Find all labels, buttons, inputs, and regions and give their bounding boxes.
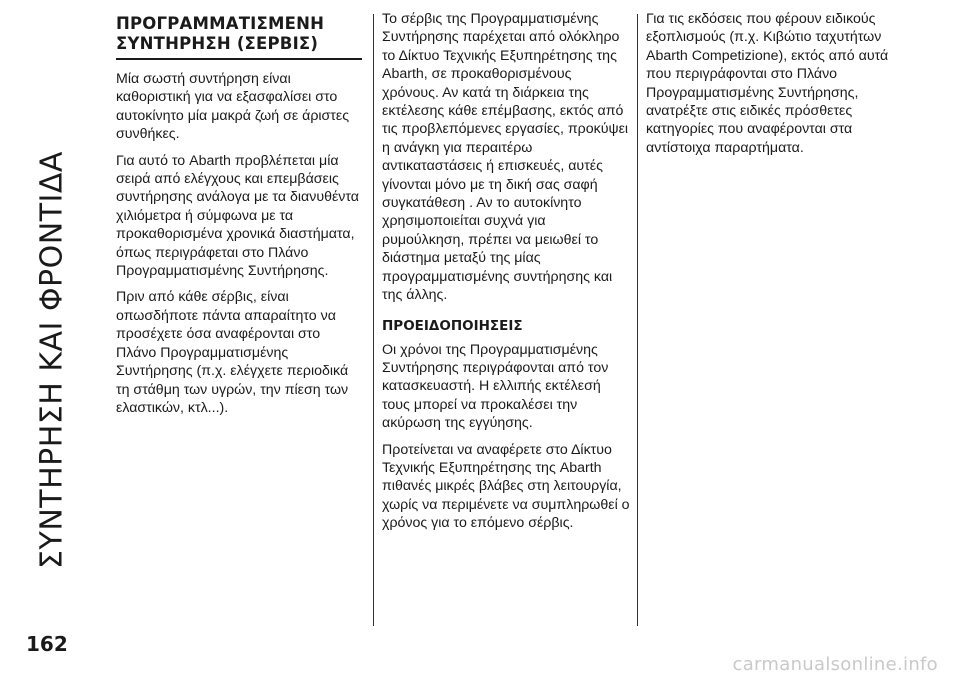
- paragraph: Μία σωστή συντήρηση είναι καθοριστική για να εξασφαλίσει στο αυτοκίνητο μία μακρά ζωή σε άριστες συνθήκες.: [116, 71, 350, 143]
- section-heading: [116, 14, 364, 58]
- paragraph: Το σέρβις της Προγραμματισμένης Συντήρησης παρέχεται από ολόκληρο το Δίκτυο Τεχνικής Εξυπηρέτησης της Abarth, σε προκαθορισμένους χρόνους. Αν κατά τη διάρκεια της εκτέλεσης κάθε επέμβασης, εκτός από τις προβλεπόμενες εργασίες, προκύψει η ανάγκη για περαιτέρω αντικαταστάσεις ή επισκευές, αυτές γίνονται μόνο με τη δική σας σαφή συγκατάθεση . Αν το αυτοκίνητο χρησιμοποιείται συχνά για ρυμούλκηση, πρέπει να μειωθεί το διάστημα μεταξύ της μίας προγραμματισμένης συντήρησης και της άλλης.: [382, 11, 629, 304]
- watermark: carmanualsonline.info: [732, 654, 938, 675]
- warnings-heading: ΠΡΟΕΙΔΟΠΟΙΗΣΕΙΣ: [382, 317, 523, 334]
- chapter-side-title: ΣΥΝΤΗΡΗΣΗ ΚΑΙ ΦΡΟΝΤΙΔΑ: [34, 151, 70, 569]
- text-column-3: [646, 10, 894, 165]
- page-number: 162: [26, 632, 68, 656]
- paragraph: Για τις εκδόσεις που φέρουν ειδικούς εξοπλισμούς (π.χ. Κιβώτιο ταχυτήτων Abarth Competizione), εκτός από αυτά που περιγράφονται στο Πλάνο Προγραμματισμένης Συντήρησης, ανατρέξτε στις ειδικές πρόσθετες κατηγορίες που αναφέρονται στα αντίστοιχα παραρτήματα.: [646, 11, 889, 156]
- heading-underline: [116, 58, 362, 60]
- text-column-1: [116, 10, 364, 425]
- column-divider: [637, 14, 638, 626]
- paragraph: Προτείνεται να αναφέρετε στο Δίκτυο Τεχνικής Εξυπηρέτησης της Abarth πιθανές μικρές βλάβες στη λειτουργία, χωρίς να περιμένετε να συμπληρωθεί ο χρόνος για το επόμενο σέρβις.: [382, 441, 630, 532]
- section-heading-line-2: ΣΥΝΤΗΡΗΣΗ (ΣΕΡΒΙΣ): [116, 34, 319, 53]
- paragraph: Για αυτό το Abarth προβλέπεται μία σειρά από ελέγχους και επεμβάσεις συντήρησης ανάλογα με τα διανυθέντα χιλιόμετρα ή σύμφωνα με τα προκαθορισμένα χρονικά διαστήματα, όπως περιγράφεται στο Πλάνο Προγραμματισμένης Συντήρησης.: [116, 152, 360, 280]
- text-column-2: [382, 10, 630, 541]
- column-divider: [373, 14, 374, 626]
- paragraph: Πριν από κάθε σέρβις, είναι οπωσδήποτε πάντα απαραίτητο να προσέχετε όσα αναφέρονται στο Πλάνο Προγραμματισμένης Συντήρησης (π.χ. ελέγχετε περιοδικά τη στάθμη των υγρών, την πίεση των ελαστικών, κτλ...).: [116, 289, 349, 416]
- paragraph: Οι χρόνοι της Προγραμματισμένης Συντήρησης περιγράφονται από τον κατασκευαστή. Η ελλιπής εκτέλεσή τους μπορεί να προκαλέσει την ακύρωση της εγγύησης.: [382, 341, 609, 432]
- section-heading-line-1: ΠΡΟΓΡΑΜΜΑΤΙΣΜΕΝΗ: [116, 14, 325, 33]
